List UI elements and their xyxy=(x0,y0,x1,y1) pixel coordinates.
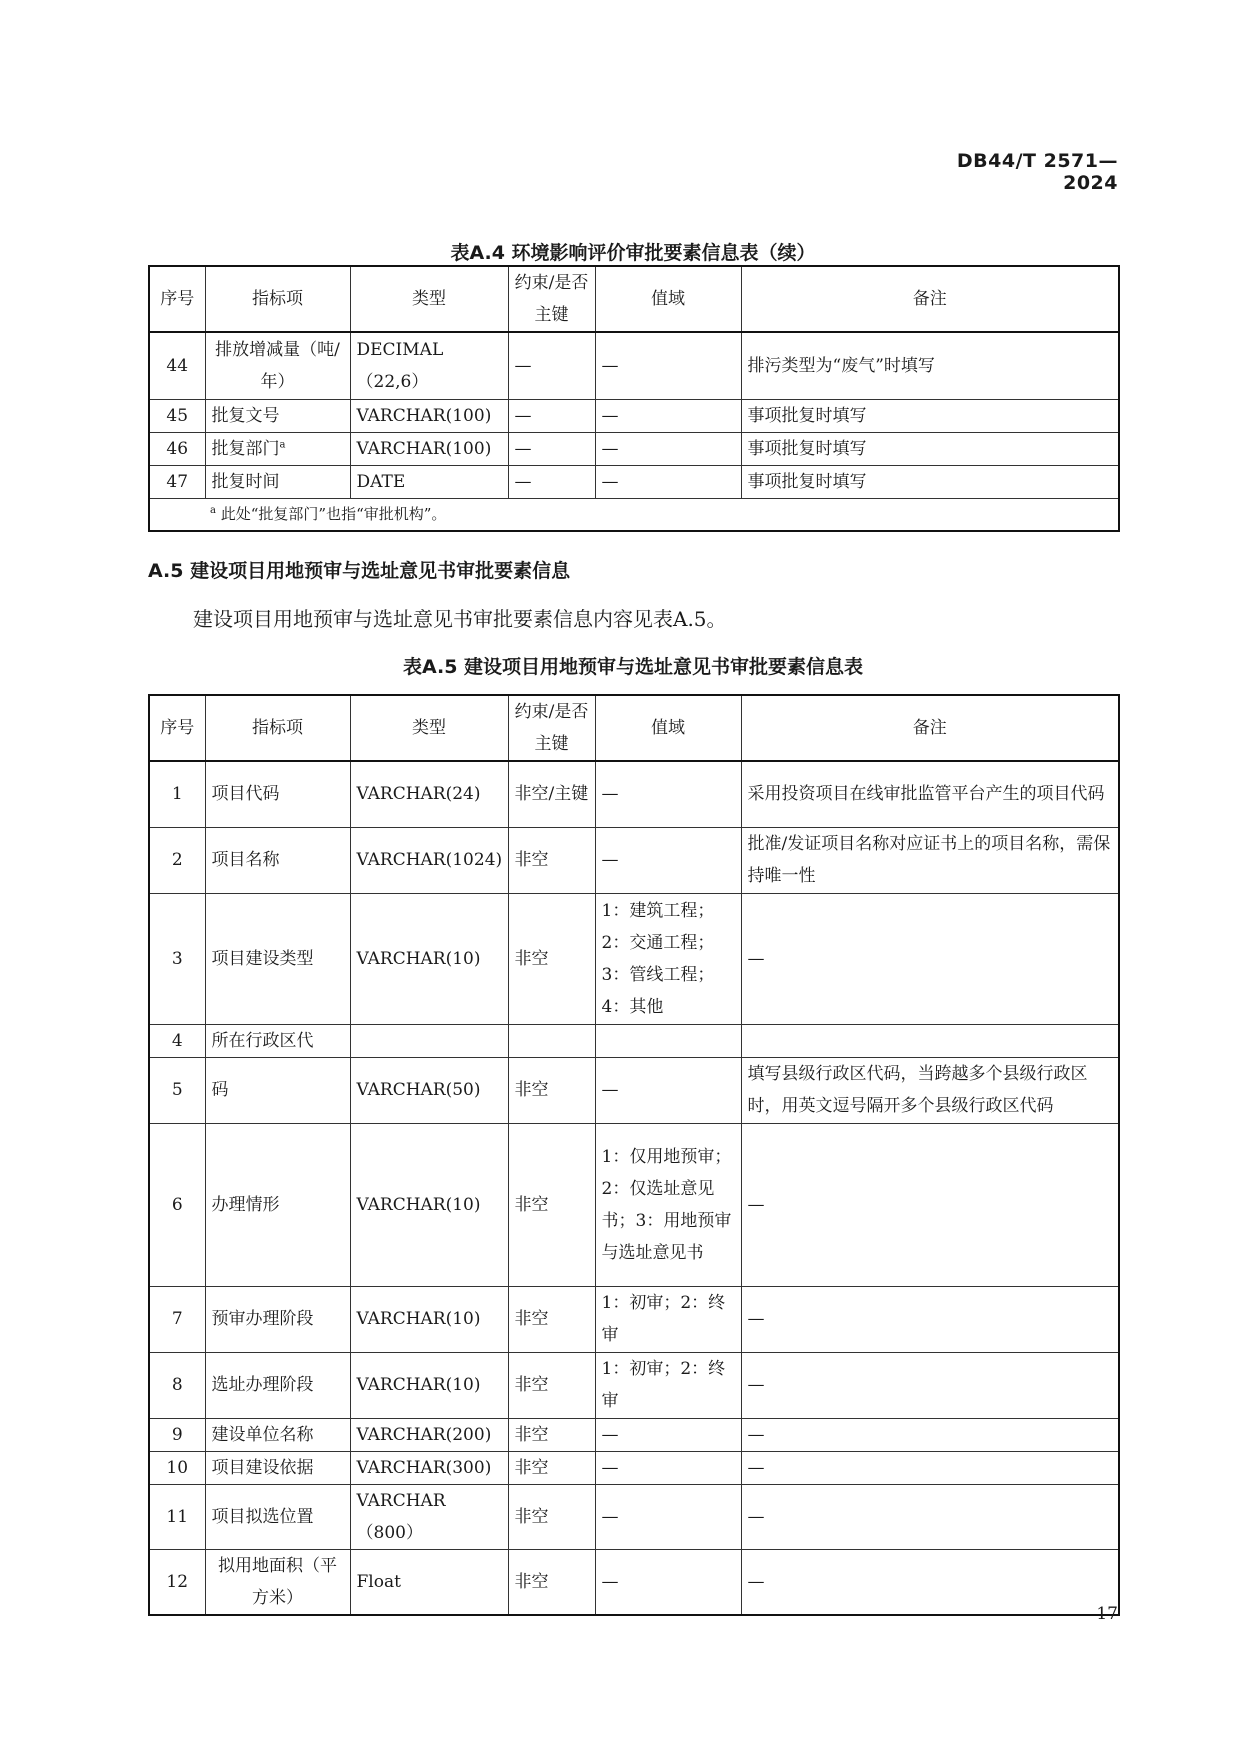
cell-no: 5 xyxy=(149,1057,205,1123)
cell-type: VARCHAR(10) xyxy=(350,1352,508,1418)
table-a4 xyxy=(148,265,1120,532)
cell-domain: — xyxy=(595,432,741,465)
cell-constraint: 非空 xyxy=(508,1549,595,1615)
cell-type: VARCHAR(100) xyxy=(350,432,508,465)
cell-note: — xyxy=(741,1549,1119,1615)
header-cell: 类型 xyxy=(350,695,508,761)
cell-item: 项目代码 xyxy=(205,761,350,827)
cell-item: 项目建设依据 xyxy=(205,1451,350,1484)
footnote-mark: a xyxy=(210,505,216,517)
cell-item: 项目拟选位置 xyxy=(205,1484,350,1549)
cell-constraint: 非空 xyxy=(508,1484,595,1549)
footnote-ref: a xyxy=(279,438,286,450)
header-cell: 备注 xyxy=(741,266,1119,332)
cell-constraint: 非空 xyxy=(508,1057,595,1123)
header-cell: 约束/是否主键 xyxy=(508,266,595,332)
cell-type: Float xyxy=(350,1549,508,1615)
cell-item: 办理情形 xyxy=(205,1123,350,1286)
header-cell: 约束/是否主键 xyxy=(508,695,595,761)
table-row xyxy=(149,465,1119,498)
cell-no: 45 xyxy=(149,399,205,432)
cell-domain: — xyxy=(595,399,741,432)
cell-domain: — xyxy=(595,761,741,827)
cell-note: 排污类型为“废气”时填写 xyxy=(741,332,1119,399)
table-row xyxy=(149,1286,1119,1352)
table-a5-caption: 表A.5 建设项目用地预审与选址意见书审批要素信息表 xyxy=(402,656,864,678)
cell-no: 1 xyxy=(149,761,205,827)
header-cell: 指标项 xyxy=(205,695,350,761)
table-footnote-row xyxy=(149,498,1119,531)
cell-no: 8 xyxy=(149,1352,205,1418)
cell-type: VARCHAR(300) xyxy=(350,1451,508,1484)
table-a4-header-row xyxy=(149,266,1119,332)
table-row xyxy=(149,1024,1119,1057)
footnote-text: 此处“批复部门”也指“审批机构”。 xyxy=(220,505,447,524)
table-a5 xyxy=(148,694,1120,1616)
cell-type: VARCHAR(10) xyxy=(350,1123,508,1286)
table-row xyxy=(149,1451,1119,1484)
cell-note: — xyxy=(741,1352,1119,1418)
cell-type: VARCHAR(50) xyxy=(350,1057,508,1123)
cell-note xyxy=(741,1024,1119,1057)
cell-note: 事项批复时填写 xyxy=(741,399,1119,432)
cell-no: 11 xyxy=(149,1484,205,1549)
cell-constraint: 非空 xyxy=(508,1286,595,1352)
table-row xyxy=(149,827,1119,893)
cell-type: DECIMAL（22,6） xyxy=(350,332,508,399)
cell-no: 12 xyxy=(149,1549,205,1615)
header-cell: 值域 xyxy=(595,695,741,761)
cell-domain: — xyxy=(595,827,741,893)
cell-no: 10 xyxy=(149,1451,205,1484)
cell-constraint: 非空 xyxy=(508,827,595,893)
cell-type: VARCHAR(100) xyxy=(350,399,508,432)
header-cell: 序号 xyxy=(149,266,205,332)
cell-item: 排放增减量（吨/年） xyxy=(205,332,350,399)
cell-constraint xyxy=(508,1024,595,1057)
cell-note: 事项批复时填写 xyxy=(741,465,1119,498)
table-row xyxy=(149,893,1119,1024)
cell-item xyxy=(205,432,350,465)
cell-domain: 1：初审；2：终审 xyxy=(595,1352,741,1418)
cell-type xyxy=(350,1024,508,1057)
header-cell: 指标项 xyxy=(205,266,350,332)
cell-constraint: — xyxy=(508,465,595,498)
cell-constraint: — xyxy=(508,399,595,432)
table-row xyxy=(149,399,1119,432)
cell-domain: — xyxy=(595,465,741,498)
table-row xyxy=(149,432,1119,465)
header-cell: 类型 xyxy=(350,266,508,332)
cell-type: VARCHAR（800） xyxy=(350,1484,508,1549)
cell-type: VARCHAR(10) xyxy=(350,1286,508,1352)
table-row xyxy=(149,1484,1119,1549)
cell-note: 批准/发证项目名称对应证书上的项目名称，需保持唯一性 xyxy=(741,827,1119,893)
table-row xyxy=(149,1057,1119,1123)
cell-type: DATE xyxy=(350,465,508,498)
page-number: 17 xyxy=(1096,1604,1118,1624)
cell-type: VARCHAR(10) xyxy=(350,893,508,1024)
cell-constraint: 非空 xyxy=(508,893,595,1024)
cell-item: 批复时间 xyxy=(205,465,350,498)
cell-no: 2 xyxy=(149,827,205,893)
table-footnote xyxy=(149,498,1119,531)
cell-note: — xyxy=(741,1286,1119,1352)
cell-type: VARCHAR(200) xyxy=(350,1418,508,1451)
cell-item: 所在行政区代 xyxy=(205,1024,350,1057)
cell-constraint: — xyxy=(508,432,595,465)
cell-constraint: 非空 xyxy=(508,1418,595,1451)
table-a5-header-row xyxy=(149,695,1119,761)
cell-note: — xyxy=(741,1484,1119,1549)
cell-note: — xyxy=(741,1123,1119,1286)
cell-note: 采用投资项目在线审批监管平台产生的项目代码 xyxy=(741,761,1119,827)
header-cell: 序号 xyxy=(149,695,205,761)
table-row xyxy=(149,1549,1119,1615)
cell-no: 47 xyxy=(149,465,205,498)
cell-item: 预审办理阶段 xyxy=(205,1286,350,1352)
table-row xyxy=(149,332,1119,399)
cell-type: VARCHAR(1024) xyxy=(350,827,508,893)
cell-domain: — xyxy=(595,332,741,399)
cell-constraint: 非空 xyxy=(508,1123,595,1286)
document-code: DB44/T 2571—2024 xyxy=(956,150,1118,194)
table-row xyxy=(149,1418,1119,1451)
cell-domain: — xyxy=(595,1549,741,1615)
table-a4-caption: 表A.4 环境影响评价审批要素信息表（续） xyxy=(450,242,816,264)
item-text: 批复部门 xyxy=(211,438,280,459)
header-cell: 值域 xyxy=(595,266,741,332)
table-row xyxy=(149,1352,1119,1418)
cell-note: — xyxy=(741,893,1119,1024)
cell-domain: — xyxy=(595,1057,741,1123)
cell-domain: 1：仅用地预审；2：仅选址意见书；3：用地预审与选址意见书 xyxy=(595,1123,741,1286)
section-heading: A.5 建设项目用地预审与选址意见书审批要素信息 xyxy=(148,560,571,582)
cell-item: 选址办理阶段 xyxy=(205,1352,350,1418)
cell-item: 码 xyxy=(205,1057,350,1123)
cell-item: 项目名称 xyxy=(205,827,350,893)
cell-item: 拟用地面积（平方米） xyxy=(205,1549,350,1615)
cell-no: 9 xyxy=(149,1418,205,1451)
cell-domain: — xyxy=(595,1418,741,1451)
table-row xyxy=(149,761,1119,827)
cell-note: 填写县级行政区代码，当跨越多个县级行政区时，用英文逗号隔开多个县级行政区代码 xyxy=(741,1057,1119,1123)
cell-no: 7 xyxy=(149,1286,205,1352)
table-row xyxy=(149,1123,1119,1286)
cell-item: 项目建设类型 xyxy=(205,893,350,1024)
cell-domain: 1：初审；2：终审 xyxy=(595,1286,741,1352)
cell-constraint: 非空 xyxy=(508,1352,595,1418)
cell-item: 批复文号 xyxy=(205,399,350,432)
cell-no: 3 xyxy=(149,893,205,1024)
cell-item: 建设单位名称 xyxy=(205,1418,350,1451)
cell-note: — xyxy=(741,1418,1119,1451)
cell-constraint: 非空/主键 xyxy=(508,761,595,827)
cell-no: 6 xyxy=(149,1123,205,1286)
cell-no: 44 xyxy=(149,332,205,399)
cell-domain: 1：建筑工程；2：交通工程；3：管线工程；4：其他 xyxy=(595,893,741,1024)
cell-constraint: — xyxy=(508,332,595,399)
section-paragraph: 建设项目用地预审与选址意见书审批要素信息内容见表A.5。 xyxy=(193,607,727,631)
cell-domain: — xyxy=(595,1484,741,1549)
cell-no: 4 xyxy=(149,1024,205,1057)
cell-domain xyxy=(595,1024,741,1057)
cell-constraint: 非空 xyxy=(508,1451,595,1484)
header-cell: 备注 xyxy=(741,695,1119,761)
cell-note: 事项批复时填写 xyxy=(741,432,1119,465)
cell-note: — xyxy=(741,1451,1119,1484)
cell-no: 46 xyxy=(149,432,205,465)
cell-type: VARCHAR(24) xyxy=(350,761,508,827)
cell-domain: — xyxy=(595,1451,741,1484)
